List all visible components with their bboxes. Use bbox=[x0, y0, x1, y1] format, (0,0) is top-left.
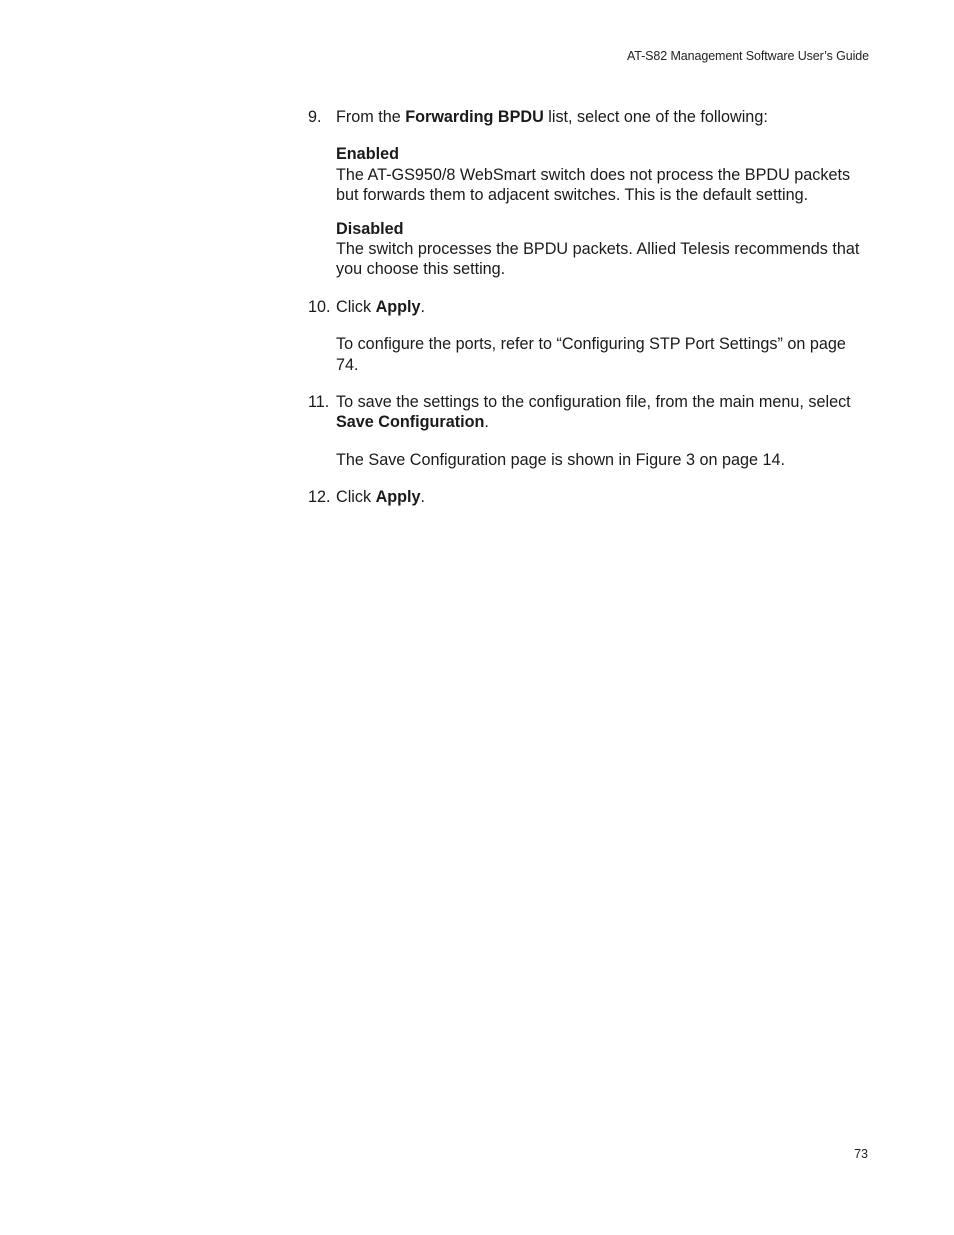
page-number: 73 bbox=[854, 1147, 868, 1161]
step-text-pre: Click bbox=[336, 297, 376, 316]
step-text-pre: From the bbox=[336, 108, 406, 126]
step-text-pre: Click bbox=[336, 488, 376, 507]
step-text-bold: Save Configuration bbox=[336, 413, 485, 432]
step-text-pre: To save the settings to the configuration file, from the main menu, select bbox=[336, 393, 851, 412]
step-text-post: . bbox=[420, 488, 426, 507]
option-title: Disabled bbox=[336, 219, 404, 238]
step-number: 9. bbox=[308, 108, 322, 126]
step-10 bbox=[308, 297, 868, 375]
step-number: 10. bbox=[308, 297, 331, 316]
step-text-bold: Forwarding BPDU bbox=[405, 108, 544, 126]
step-12 bbox=[308, 487, 868, 507]
option-disabled bbox=[336, 219, 868, 280]
step-text-post: . bbox=[420, 297, 426, 316]
document-body bbox=[308, 107, 868, 508]
option-description: The switch processes the BPDU packets. Allied Telesis recommends that you choose this setting. bbox=[336, 240, 860, 279]
step-11 bbox=[308, 392, 868, 470]
running-header: AT-S82 Management Software User’s Guide bbox=[626, 49, 869, 63]
step-note: To configure the ports, refer to “Configuring STP Port Settings” on page 74. bbox=[336, 335, 846, 374]
step-text bbox=[336, 487, 868, 507]
step-text-bold: Apply bbox=[375, 297, 421, 316]
step-text bbox=[336, 107, 868, 127]
step-text-post: . bbox=[484, 413, 489, 432]
option-description: The AT-GS950/8 WebSmart switch does not process the BPDU packets but forwards them to adjacent switches. This is the default setting. bbox=[336, 165, 851, 205]
step-number: 11. bbox=[308, 393, 330, 412]
step-text bbox=[336, 392, 868, 433]
step-text-bold: Apply bbox=[375, 488, 421, 507]
step-text bbox=[336, 297, 868, 317]
option-enabled bbox=[336, 144, 868, 205]
option-title: Enabled bbox=[336, 145, 399, 164]
step-note: The Save Configuration page is shown in Figure 3 on page 14. bbox=[336, 450, 786, 469]
step-text-post: list, select one of the following: bbox=[543, 108, 768, 126]
step-number: 12. bbox=[308, 488, 331, 507]
step-9 bbox=[308, 107, 868, 280]
